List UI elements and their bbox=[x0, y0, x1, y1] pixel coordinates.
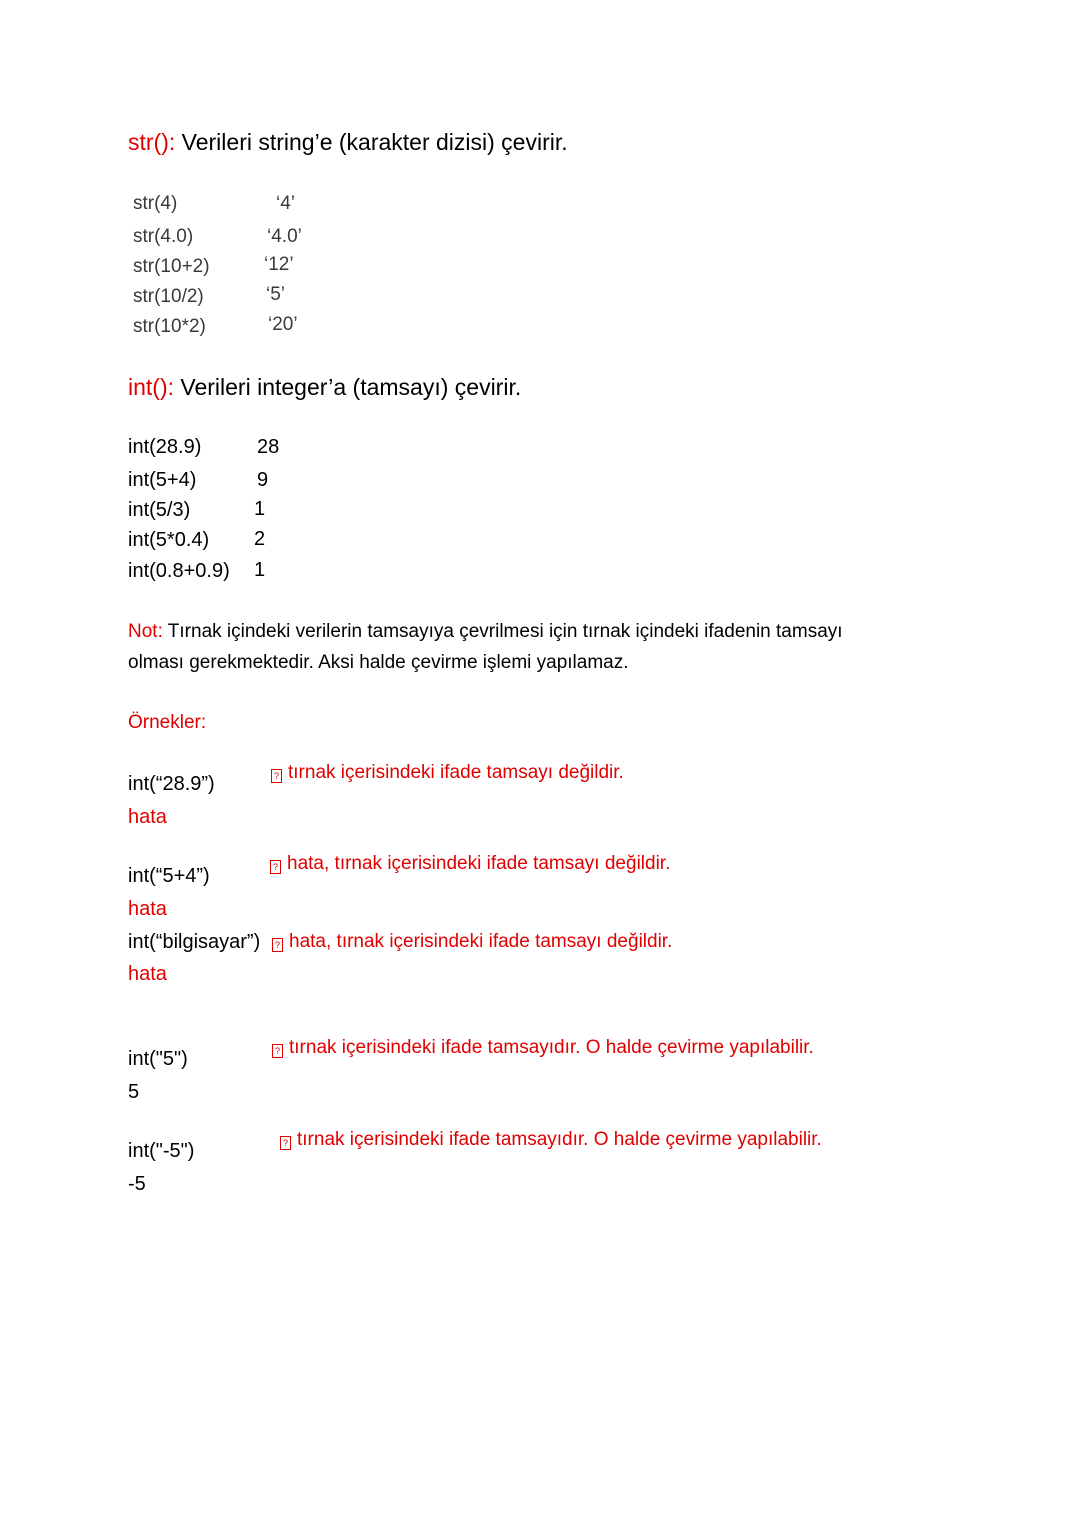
note-text-1: Tırnak içindeki verilerin tamsayıya çevrilmesi için tırnak içindeki ifadenin tamsayı bbox=[162, 621, 843, 642]
int-example-expr: int(28.9) bbox=[128, 436, 202, 458]
example-comment-text: tırnak içerisindeki ifade tamsayı değildir. bbox=[288, 762, 624, 783]
example-comment bbox=[280, 1129, 822, 1151]
str-func-label: str(): bbox=[128, 129, 176, 155]
str-heading bbox=[128, 129, 568, 156]
example-comment bbox=[272, 1037, 814, 1059]
str-example-expr: str(10/2) bbox=[133, 286, 204, 307]
example-result: -5 bbox=[128, 1173, 146, 1195]
int-example-result: 1 bbox=[254, 559, 266, 581]
examples-heading: Örnekler: bbox=[128, 712, 207, 733]
example-comment-text: tırnak içerisindeki ifade tamsayıdır. O halde çevirme yapılabilir. bbox=[297, 1129, 822, 1150]
str-example-result: ‘5’ bbox=[266, 284, 286, 305]
str-example-result: ‘4.0’ bbox=[267, 226, 302, 247]
str-example-expr: str(10*2) bbox=[133, 316, 206, 337]
example-expr: int(“28.9”) bbox=[128, 773, 215, 795]
note-label: Not: bbox=[128, 621, 163, 642]
example-result: hata bbox=[128, 898, 167, 920]
example-comment-text: tırnak içerisindeki ifade tamsayıdır. O halde çevirme yapılabilir. bbox=[289, 1037, 814, 1058]
int-example-result: 9 bbox=[257, 469, 269, 491]
int-example-result: 28 bbox=[257, 436, 280, 458]
missing-glyph-icon: ? bbox=[272, 1044, 283, 1058]
note-line-1 bbox=[128, 621, 843, 643]
int-description: Verileri integer’a (tamsayı) çevirir. bbox=[174, 374, 522, 400]
missing-glyph-icon: ? bbox=[271, 769, 282, 783]
int-heading bbox=[128, 374, 521, 401]
int-example-expr: int(5+4) bbox=[128, 469, 197, 491]
example-comment bbox=[271, 762, 624, 784]
note-line-2: olması gerekmektedir. Aksi halde çevirme işlemi yapılamaz. bbox=[128, 652, 629, 673]
str-example-result: ‘12’ bbox=[264, 254, 294, 275]
example-result: hata bbox=[128, 963, 167, 985]
int-func-label: int(): bbox=[128, 374, 174, 400]
int-example-expr: int(0.8+0.9) bbox=[128, 560, 230, 582]
str-example-expr: str(4) bbox=[133, 193, 178, 214]
str-example-expr: str(4.0) bbox=[133, 226, 194, 247]
example-expr: int(“5+4”) bbox=[128, 865, 210, 887]
int-example-expr: int(5/3) bbox=[128, 499, 191, 521]
str-example-result: ‘4’ bbox=[276, 193, 296, 214]
example-expr: int("-5") bbox=[128, 1140, 195, 1162]
str-example-result: ‘20’ bbox=[268, 314, 298, 335]
int-example-expr: int(5*0.4) bbox=[128, 529, 210, 551]
str-description: Verileri string’e (karakter dizisi) çevirir. bbox=[175, 129, 568, 155]
int-example-result: 2 bbox=[254, 528, 266, 550]
example-expr: int(“bilgisayar”) bbox=[128, 931, 261, 953]
example-comment-text: hata, tırnak içerisindeki ifade tamsayı değildir. bbox=[289, 931, 673, 952]
example-comment bbox=[272, 931, 672, 953]
missing-glyph-icon: ? bbox=[272, 938, 283, 952]
missing-glyph-icon: ? bbox=[270, 860, 281, 874]
example-comment-text: hata, tırnak içerisindeki ifade tamsayı değildir. bbox=[287, 853, 671, 874]
example-result: 5 bbox=[128, 1081, 140, 1103]
example-comment bbox=[270, 853, 670, 875]
example-expr: int("5") bbox=[128, 1048, 188, 1070]
missing-glyph-icon: ? bbox=[280, 1136, 291, 1150]
str-example-expr: str(10+2) bbox=[133, 256, 210, 277]
int-example-result: 1 bbox=[254, 498, 266, 520]
example-result: hata bbox=[128, 806, 167, 828]
